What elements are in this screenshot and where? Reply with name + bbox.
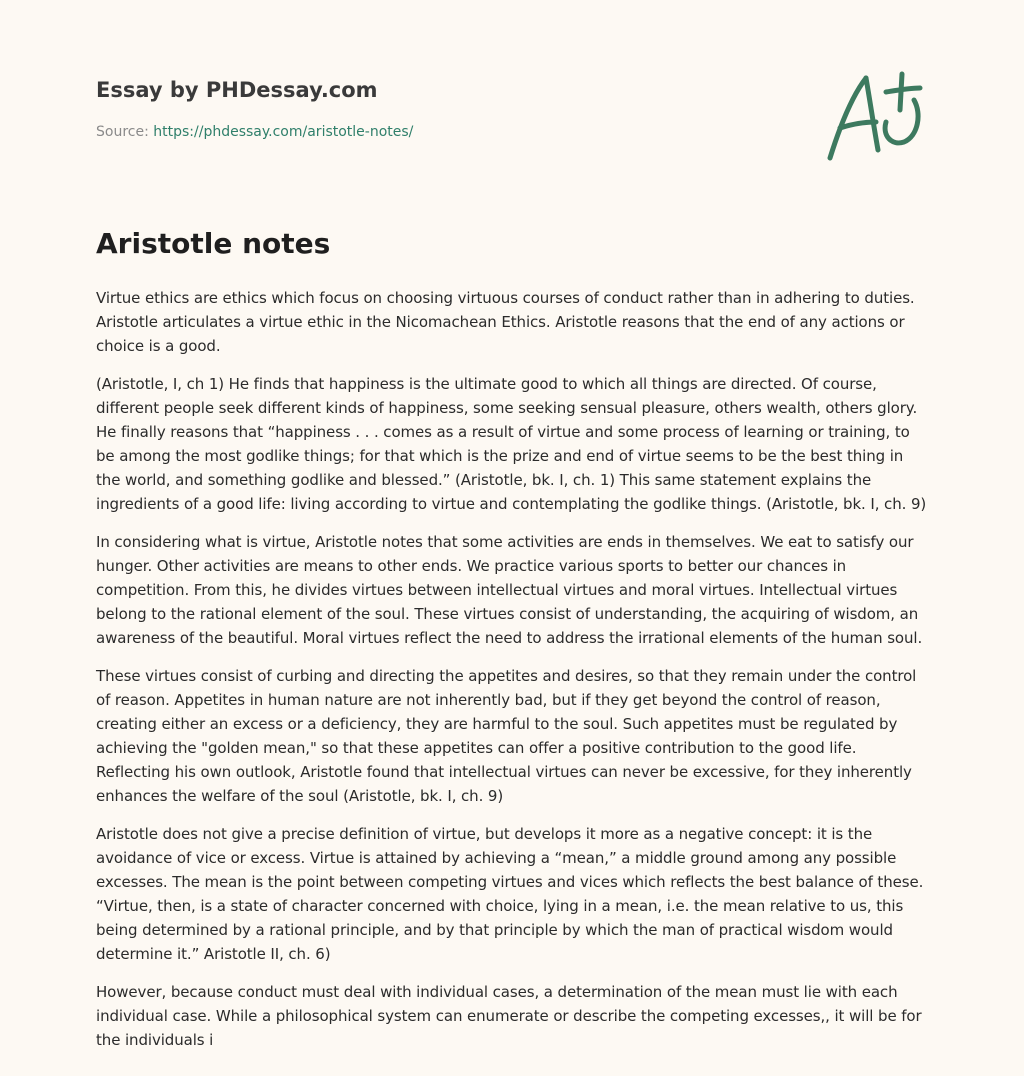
essay-body <box>96 286 930 1066</box>
essay-paragraph: (Aristotle, I, ch 1) He finds that happiness is the ultimate good to which all things are directed. Of course, different people seek different kinds of happiness, some seeking sensual pleasure, others wealth, others glory. He finally reasons that “happiness . . . comes as a result of virtue and some process of learning or training, to be among the most godlike things; for that which is the prize and end of virtue seems to be the best thing in the world, and something godlike and blessed.” (Aristotle, bk. I, ch. 1) This same statement explains the ingredients of a good life: living according to virtue and contemplating the godlike things. (Aristotle, bk. I, ch. 9) <box>96 375 927 513</box>
site-brand: Essay by PHDessay.com <box>96 78 378 102</box>
essay-paragraph: Virtue ethics are ethics which focus on choosing virtuous courses of conduct rather than in adhering to duties. Aristotle articulates a virtue ethic in the Nicomachean Ethics. Aristotle reasons that the end of any actions or choice is a good. <box>96 289 915 355</box>
essay-paragraph: However, because conduct must deal with individual cases, a determination of the mean must lie with each individual case. While a philosophical system can enumerate or describe the competing excesses,, it will be for the individuals i <box>96 983 922 1049</box>
essay-title: Aristotle notes <box>96 227 331 260</box>
essay-paragraph: Aristotle does not give a precise definition of virtue, but develops it more as a negative concept: it is the avoidance of vice or excess. Virtue is attained by achieving a “mean,” a middle ground among any possible excesses. The mean is the point between competing virtues and vices which reflects the best balance of these. “Virtue, then, is a state of character concerned with choice, lying in a mean, i.e. the mean relative to us, this being determined by a rational principle, and by that principle by which the man of practical wisdom would determine it.” Aristotle II, ch. 6) <box>96 825 924 963</box>
essay-paragraph: In considering what is virtue, Aristotle notes that some activities are ends in themselves. We eat to satisfy our hunger. Other activities are means to other ends. We practice various sports to better our chances in competition. From this, he divides virtues between intellectual virtues and moral virtues. Intellectual virtues belong to the rational element of the soul. These virtues consist of understanding, the acquiring of wisdom, an awareness of the beautiful. Moral virtues reflect the need to address the irrational elements of the human soul. <box>96 533 923 647</box>
page-header <box>96 76 696 142</box>
essay-paragraph: These virtues consist of curbing and directing the appetites and desires, so that they remain under the control of reason. Appetites in human nature are not inherently bad, but if they get beyond the control of reason, creating either an excess or a deficiency, they are harmful to the soul. Such appetites must be regulated by achieving the "golden mean," so that these appetites can offer a positive contribution to the good life. Reflecting his own outlook, Aristotle found that intellectual virtues can never be excessive, for they inherently enhances the welfare of the soul (Aristotle, bk. I, ch. 9) <box>96 667 917 805</box>
source-label: Source: <box>96 124 154 140</box>
a-plus-logo-icon <box>820 66 930 166</box>
source-line <box>96 122 696 142</box>
source-link[interactable]: https://phdessay.com/aristotle-notes/ <box>153 124 414 140</box>
